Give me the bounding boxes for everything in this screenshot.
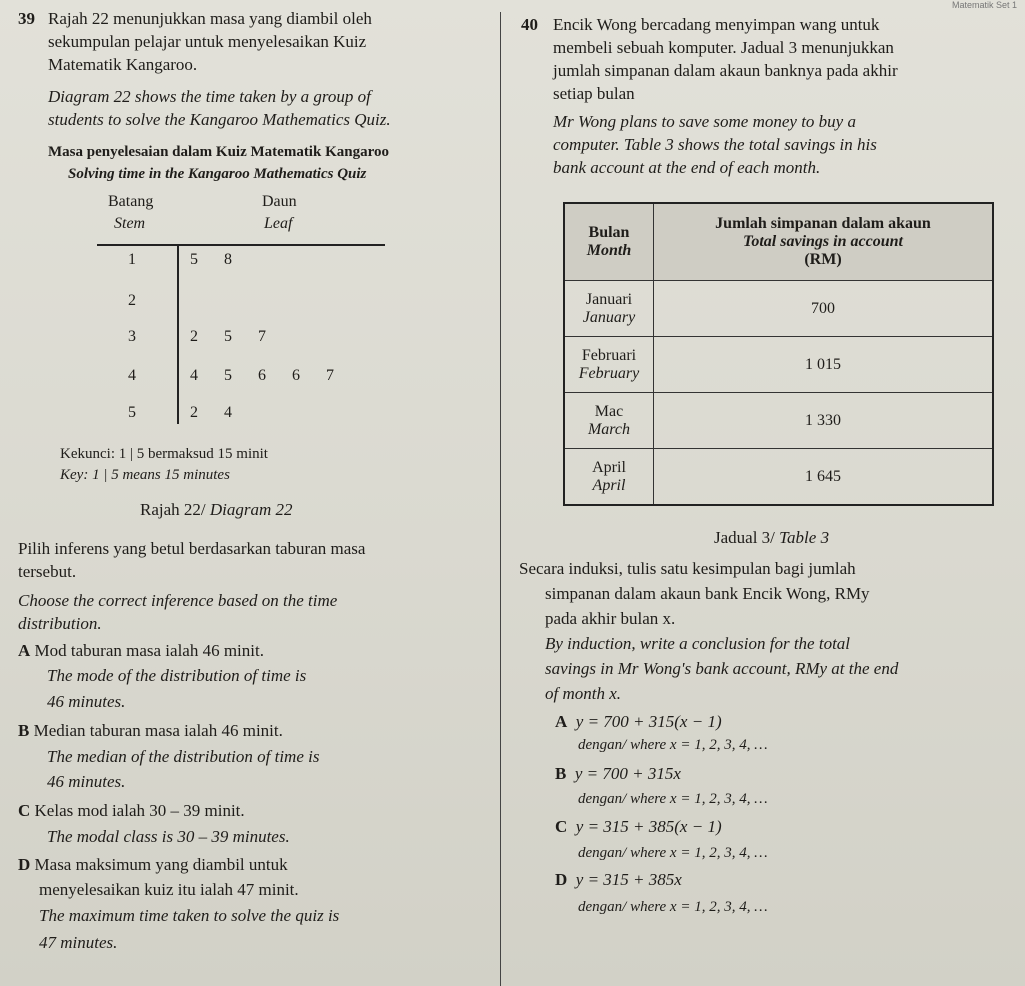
table-header-unit: (RM) [804, 251, 842, 268]
month-ms: April [592, 458, 626, 476]
q40-prompt-en-1: By induction, write a conclusion for the total [545, 634, 851, 653]
q40-intro-ms-1: Encik Wong bercadang menyimpan wang untuk [553, 15, 880, 34]
q39-intro-ms-2: sekumpulan pelajar untuk menyelesaikan Kuiz [48, 32, 367, 51]
table-row [564, 281, 993, 337]
q40-option-c-letter: C [555, 817, 568, 836]
column-divider [500, 12, 501, 986]
leaf-value: 7 [258, 328, 266, 345]
q39-option-d-letter: D [18, 855, 31, 874]
table-label-en: Table 3 [779, 528, 830, 547]
page-header-label: Matematik Set 1 [951, 0, 1017, 10]
q40-option-a[interactable] [555, 712, 722, 732]
q39-option-b[interactable] [18, 721, 283, 741]
table-3-label [714, 528, 829, 548]
table-cell-value: 1 015 [654, 337, 994, 393]
q40-prompt-en-3: of month x. [545, 684, 622, 703]
stem-value: 1 [128, 251, 136, 268]
q39-option-b-en-1: The median of the distribution of time is [47, 747, 320, 766]
table-header-month-en: Month [586, 242, 632, 259]
q39-option-a-en-1: The mode of the distribution of time is [47, 666, 307, 685]
leaf-value: 4 [224, 404, 232, 421]
table-header-total-en: Total savings in account [743, 233, 903, 250]
q39-option-b-ms: Median taburan masa ialah 46 minit. [33, 721, 283, 740]
q39-option-c-en-1: The modal class is 30 – 39 minutes. [47, 827, 290, 846]
q40-option-b-letter: B [555, 764, 567, 783]
q39-prompt-en-2: distribution. [18, 614, 102, 633]
diagram-label-ms: Rajah 22/ [140, 500, 206, 519]
leaf-value: 6 [292, 367, 300, 384]
q39-prompt-ms-2: tersebut. [18, 562, 77, 581]
table-header-total [654, 203, 994, 281]
q39-number: 39 [18, 9, 35, 28]
leaf-value: 2 [190, 328, 198, 345]
q40-intro-ms-2: membeli sebuah komputer. Jadual 3 menunjukkan [553, 38, 894, 57]
q39-option-a-letter: A [18, 641, 31, 660]
stem-heading-ms: Batang [108, 193, 154, 210]
q39-option-c[interactable] [18, 801, 245, 821]
q40-option-d-formula: y = 315 + 385x [575, 870, 682, 889]
q39-option-b-letter: B [18, 721, 30, 740]
stem-leaf-header-rule [97, 244, 385, 246]
table-cell-month [564, 337, 654, 393]
q40-option-d-cond: dengan/ where x = 1, 2, 3, 4, … [578, 899, 768, 915]
q40-option-a-formula: y = 700 + 315(x − 1) [575, 712, 722, 731]
q39-option-a-en-2: 46 minutes. [47, 692, 126, 711]
stem-value: 2 [128, 292, 136, 309]
table-cell-month [564, 281, 654, 337]
q40-intro-en-2: computer. Table 3 shows the total savings in his [553, 135, 877, 154]
q40-option-c[interactable] [555, 817, 722, 837]
month-ms: Mac [594, 402, 624, 420]
table-row [564, 449, 993, 506]
q39-prompt-ms-1: Pilih inferens yang betul berdasarkan taburan masa [18, 539, 366, 558]
diagram-key-en: Key: 1 | 5 means 15 minutes [60, 467, 230, 483]
q39-option-d[interactable] [18, 855, 288, 875]
q40-option-b-formula: y = 700 + 315x [574, 764, 681, 783]
leaf-value: 5 [224, 328, 232, 345]
q40-number: 40 [521, 15, 538, 34]
leaf-value: 8 [224, 251, 232, 268]
q39-option-b-en-2: 46 minutes. [47, 772, 126, 791]
stem-value: 4 [128, 367, 136, 384]
leaf-value: 4 [190, 367, 198, 384]
q40-option-b[interactable] [555, 764, 681, 784]
q40-option-a-letter: A [555, 712, 568, 731]
q39-intro-en-1: Diagram 22 shows the time taken by a group of [48, 87, 371, 106]
q40-option-c-formula: y = 315 + 385(x − 1) [575, 817, 722, 836]
table-label-ms: Jadual 3/ [714, 528, 775, 547]
leaf-value: 7 [326, 367, 334, 384]
leaf-value: 2 [190, 404, 198, 421]
q40-option-c-cond: dengan/ where x = 1, 2, 3, 4, … [578, 845, 768, 861]
savings-table-header [564, 203, 993, 281]
q39-option-a-ms: Mod taburan masa ialah 46 minit. [34, 641, 264, 660]
month-en: January [582, 308, 636, 326]
table-row [564, 337, 993, 393]
q40-option-d-letter: D [555, 870, 568, 889]
q39-option-d-en-1: The maximum time taken to solve the quiz is [39, 906, 340, 925]
leaf-value: 6 [258, 367, 266, 384]
month-ms: Januari [585, 290, 633, 308]
table-cell-value: 1 330 [654, 393, 994, 449]
q39-option-d-en-2: 47 minutes. [39, 933, 118, 952]
q40-intro-ms-4: setiap bulan [553, 84, 635, 103]
savings-table [563, 202, 994, 506]
table-cell-month [564, 449, 654, 506]
q40-intro-en-3: bank account at the end of each month. [553, 158, 821, 177]
q39-option-a[interactable] [18, 641, 264, 661]
table-cell-value: 700 [654, 281, 994, 337]
month-en: February [578, 364, 640, 382]
diagram-label-en: Diagram 22 [209, 500, 293, 519]
month-ms: Februari [581, 346, 637, 364]
q39-intro-ms-1: Rajah 22 menunjukkan masa yang diambil oleh [48, 9, 372, 28]
q39-option-d-ms: Masa maksimum yang diambil untuk [34, 855, 288, 874]
q40-option-d[interactable] [555, 870, 682, 890]
diagram-22-label [140, 500, 293, 520]
q40-prompt-ms-3: pada akhir bulan x. [545, 609, 676, 628]
q39-intro-en-2: students to solve the Kangaroo Mathematics Quiz. [48, 110, 391, 129]
q40-option-b-cond: dengan/ where x = 1, 2, 3, 4, … [578, 791, 768, 807]
q39-option-d-ms-2: menyelesaikan kuiz itu ialah 47 minit. [39, 880, 299, 899]
table-header-month-ms: Bulan [588, 224, 630, 241]
q40-prompt-ms-2: simpanan dalam akaun bank Encik Wong, RMy [545, 584, 870, 603]
leaf-value: 5 [190, 251, 198, 268]
q39-option-c-letter: C [18, 801, 31, 820]
q40-option-a-cond: dengan/ where x = 1, 2, 3, 4, … [578, 737, 768, 753]
stem-leaf-divider [177, 244, 179, 424]
stem-value: 3 [128, 328, 136, 345]
table-row [564, 393, 993, 449]
diagram-key-ms: Kekunci: 1 | 5 bermaksud 15 minit [60, 446, 268, 462]
q39-intro-ms-3: Matematik Kangaroo. [48, 55, 198, 74]
q40-intro-en-1: Mr Wong plans to save some money to buy a [553, 112, 856, 131]
q40-prompt-ms-1: Secara induksi, tulis satu kesimpulan bagi jumlah [519, 559, 856, 578]
q40-intro-ms-3: jumlah simpanan dalam akaun banknya pada akhir [553, 61, 898, 80]
month-en: April [592, 476, 626, 494]
leaf-value: 5 [224, 367, 232, 384]
leaf-heading-en: Leaf [264, 215, 293, 232]
table-header-month [564, 203, 654, 281]
q39-option-c-ms: Kelas mod ialah 30 – 39 minit. [34, 801, 245, 820]
leaf-heading-ms: Daun [262, 193, 297, 210]
diagram-title-en: Solving time in the Kangaroo Mathematics Quiz [68, 166, 367, 182]
stem-value: 5 [128, 404, 136, 421]
table-cell-value: 1 645 [654, 449, 994, 506]
diagram-title-ms: Masa penyelesaian dalam Kuiz Matematik Kangaroo [48, 144, 389, 160]
stem-heading-en: Stem [114, 215, 146, 232]
q40-prompt-en-2: savings in Mr Wong's bank account, RMy at the end [545, 659, 899, 678]
table-cell-month [564, 393, 654, 449]
month-en: March [587, 420, 631, 438]
table-header-total-ms: Jumlah simpanan dalam akaun [715, 215, 931, 232]
q39-prompt-en-1: Choose the correct inference based on the time [18, 591, 338, 610]
